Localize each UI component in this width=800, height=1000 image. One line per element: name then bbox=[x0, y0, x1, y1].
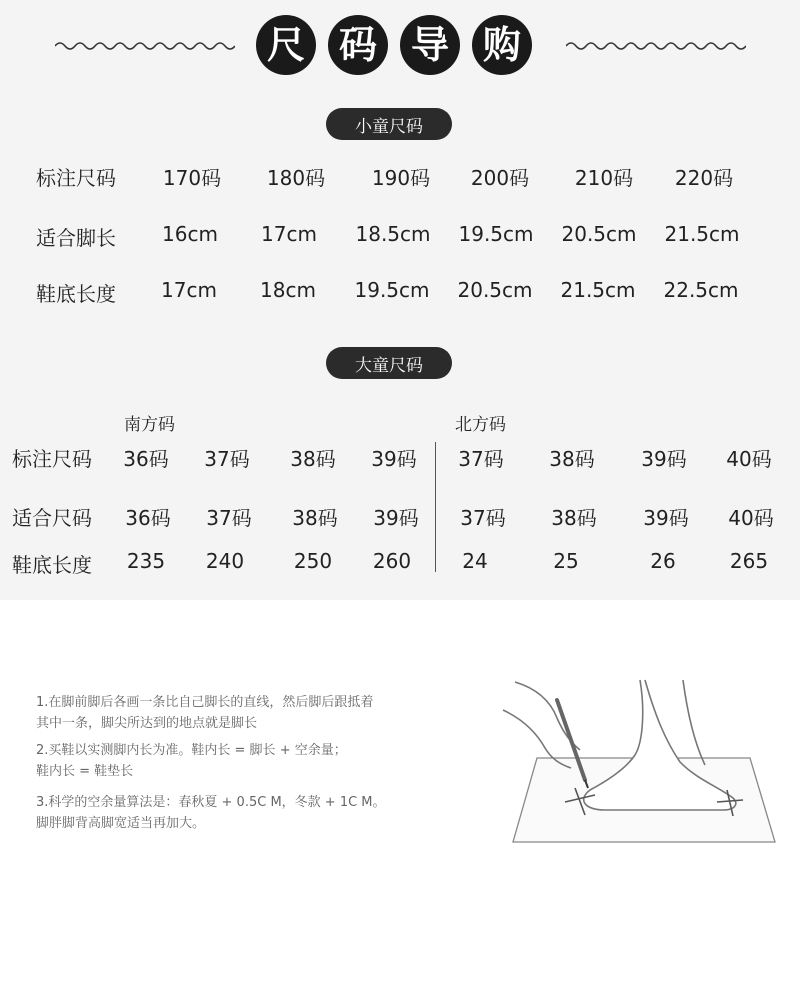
south-sole-cell: 240 bbox=[205, 549, 245, 573]
north-sole-cell: 26 bbox=[650, 549, 676, 573]
north-fit-cell: 38码 bbox=[551, 506, 597, 530]
small-sole-length-cell: 21.5cm bbox=[560, 278, 636, 302]
south-fit-cell: 37码 bbox=[206, 506, 252, 530]
north-size-cell: 37码 bbox=[458, 447, 504, 471]
north-sole-cell: 265 bbox=[729, 549, 769, 573]
instruction-line-3: 2.买鞋以实测脚内长为准。鞋内长 = 脚长 + 空余量； bbox=[36, 743, 347, 758]
instruction-line-1: 1.在脚前脚后各画一条比自己脚长的直线，然后脚后跟抵着 bbox=[36, 695, 374, 710]
big-row-label-1: 标注尺码 bbox=[12, 447, 92, 471]
small-sole-length-cell: 17cm bbox=[161, 278, 217, 302]
south-size-cell: 37码 bbox=[204, 447, 250, 471]
small-sole-length-cell: 18cm bbox=[260, 278, 316, 302]
small-size-cell: 220码 bbox=[674, 166, 734, 190]
north-fit-cell: 37码 bbox=[460, 506, 506, 530]
small-foot-length-cell: 21.5cm bbox=[664, 222, 740, 246]
small-foot-length-cell: 16cm bbox=[162, 222, 218, 246]
title-char-3: 导 bbox=[400, 15, 460, 75]
page-title bbox=[250, 15, 540, 77]
title-char-2: 码 bbox=[328, 15, 388, 75]
north-fit-cell: 40码 bbox=[728, 506, 774, 530]
small-sole-length-cell: 22.5cm bbox=[663, 278, 739, 302]
instruction-line-2: 其中一条，脚尖所达到的地点就是脚长 bbox=[36, 716, 258, 731]
small-size-cell: 210码 bbox=[574, 166, 634, 190]
south-size-cell: 39码 bbox=[371, 447, 417, 471]
north-size-cell: 40码 bbox=[726, 447, 772, 471]
instruction-line-5: 3.科学的空余量算法是：春秋夏 + 0.5C M，冬款 + 1C M。 bbox=[36, 795, 386, 810]
small-row-label-3: 鞋底长度 bbox=[36, 282, 116, 306]
north-sole-cell: 25 bbox=[553, 549, 579, 573]
big-kids-badge: 大童尺码 bbox=[326, 347, 452, 379]
big-row-label-3: 鞋底长度 bbox=[12, 553, 92, 577]
south-size-label: 南方码 bbox=[124, 415, 175, 435]
small-foot-length-cell: 18.5cm bbox=[355, 222, 431, 246]
small-foot-length-cell: 19.5cm bbox=[458, 222, 534, 246]
south-north-divider bbox=[435, 442, 436, 572]
small-kids-badge: 小童尺码 bbox=[326, 108, 452, 140]
small-row-label-2: 适合脚长 bbox=[36, 226, 116, 250]
left-wave-decoration bbox=[55, 38, 235, 54]
small-foot-length-cell: 20.5cm bbox=[561, 222, 637, 246]
north-fit-cell: 39码 bbox=[643, 506, 689, 530]
small-sole-length-cell: 19.5cm bbox=[354, 278, 430, 302]
south-sole-cell: 235 bbox=[126, 549, 166, 573]
north-size-cell: 39码 bbox=[641, 447, 687, 471]
small-size-cell: 190码 bbox=[371, 166, 431, 190]
south-fit-cell: 39码 bbox=[373, 506, 419, 530]
small-foot-length-cell: 17cm bbox=[261, 222, 317, 246]
big-row-label-2: 适合尺码 bbox=[12, 506, 92, 530]
south-fit-cell: 36码 bbox=[125, 506, 171, 530]
instruction-line-4: 鞋内长 = 鞋垫长 bbox=[36, 764, 134, 779]
right-wave-decoration bbox=[566, 38, 746, 54]
small-sole-length-cell: 20.5cm bbox=[457, 278, 533, 302]
south-size-cell: 38码 bbox=[290, 447, 336, 471]
north-size-label: 北方码 bbox=[455, 415, 506, 435]
south-fit-cell: 38码 bbox=[292, 506, 338, 530]
foot-measurement-illustration bbox=[495, 670, 785, 850]
title-char-1: 尺 bbox=[256, 15, 316, 75]
north-sole-cell: 24 bbox=[462, 549, 488, 573]
south-sole-cell: 260 bbox=[372, 549, 412, 573]
small-row-label-1: 标注尺码 bbox=[36, 166, 116, 190]
instruction-line-6: 脚胖脚背高脚宽适当再加大。 bbox=[36, 816, 206, 831]
south-size-cell: 36码 bbox=[123, 447, 169, 471]
north-size-cell: 38码 bbox=[549, 447, 595, 471]
small-size-cell: 200码 bbox=[470, 166, 530, 190]
south-sole-cell: 250 bbox=[293, 549, 333, 573]
title-char-4: 购 bbox=[472, 15, 532, 75]
small-size-cell: 180码 bbox=[266, 166, 326, 190]
small-size-cell: 170码 bbox=[162, 166, 222, 190]
